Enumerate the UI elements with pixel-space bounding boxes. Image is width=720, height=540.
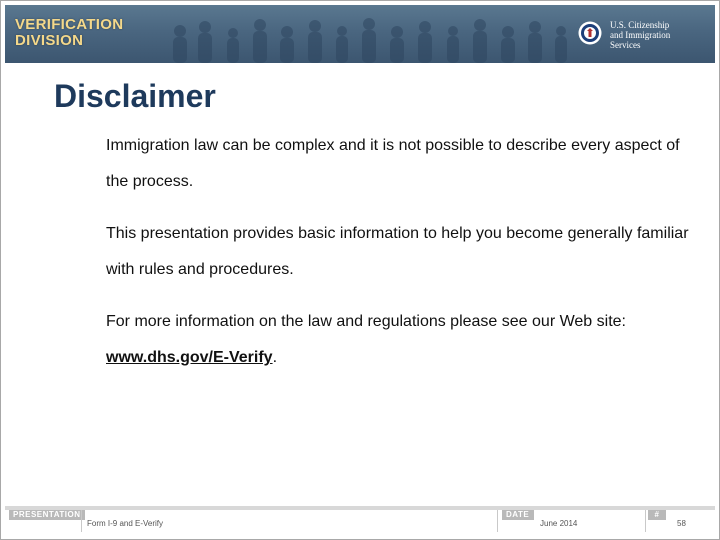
- footer-divider: [497, 510, 498, 532]
- agency-logo: [578, 17, 708, 55]
- header-banner: [5, 5, 715, 63]
- paragraph-purpose: This presentation provides basic information to help you become generally familiar with rules and procedures.: [106, 225, 689, 278]
- agency-line-1: U.S. Citizenship: [610, 20, 670, 30]
- dhs-seal-icon: [578, 21, 602, 45]
- division-line-2: DIVISION: [15, 32, 84, 49]
- everify-link[interactable]: www.dhs.gov/E-Verify: [106, 349, 273, 366]
- page-label: #: [648, 510, 666, 520]
- paragraph-more-info: [106, 304, 696, 376]
- agency-line-3: Services: [610, 40, 641, 50]
- slide-footer: [5, 506, 715, 534]
- more-info-text: For more information on the law and regulations please see our Web site:: [106, 313, 626, 330]
- page-number: 58: [677, 519, 686, 528]
- page-title: Disclaimer: [54, 78, 216, 114]
- more-info-period: .: [272, 349, 278, 366]
- agency-name: [610, 20, 670, 50]
- slide-body: [106, 128, 696, 392]
- division-title: [15, 17, 123, 49]
- presentation-value: Form I-9 and E-Verify: [87, 519, 164, 528]
- footer-divider: [645, 510, 646, 532]
- footer-rule: [5, 506, 715, 510]
- division-line-1: VERIFICATION: [15, 16, 124, 33]
- date-label: DATE: [502, 510, 534, 520]
- agency-line-2: and Immigration: [610, 30, 671, 40]
- presentation-label: PRESENTATION: [9, 510, 85, 520]
- date-value: June 2014: [540, 519, 578, 528]
- footer-divider: [81, 510, 82, 532]
- paragraph-complexity: Immigration law can be complex and it is not possible to describe every aspect of the process.: [106, 137, 680, 190]
